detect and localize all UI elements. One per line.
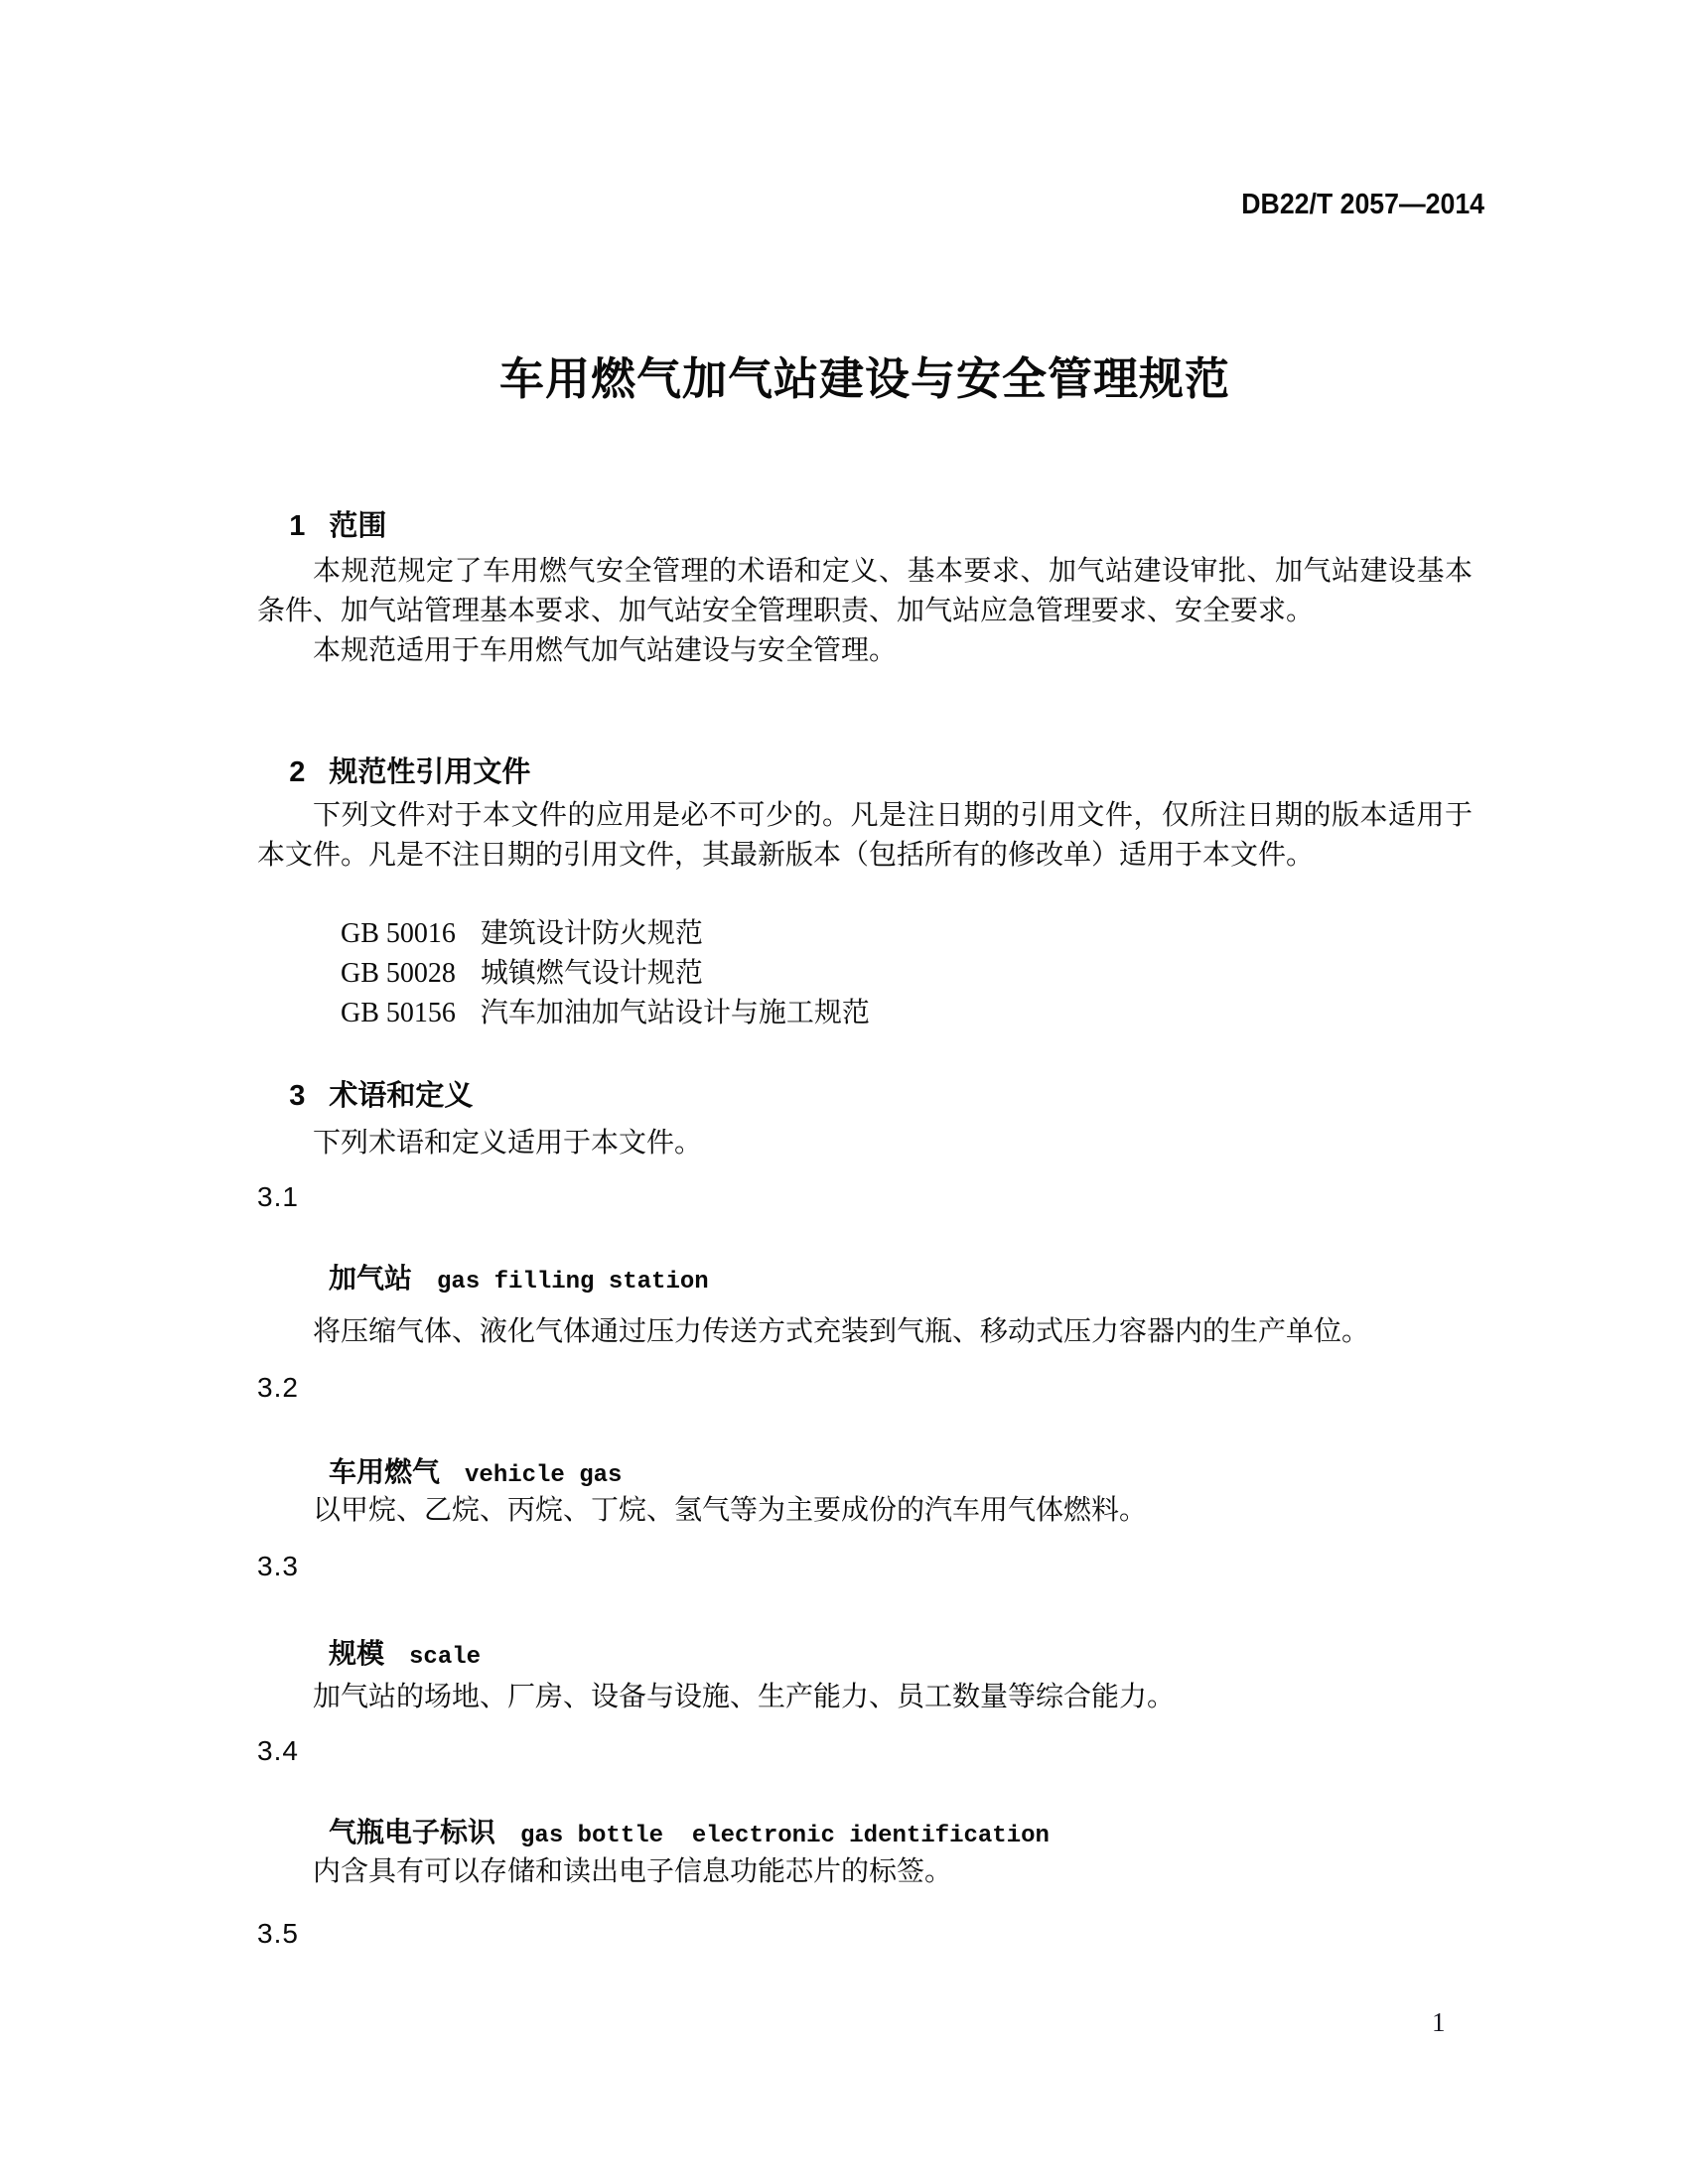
reference-name: 建筑设计防火规范 [480, 918, 703, 949]
term-name-cn: 气瓶电子标识 [329, 1817, 496, 1847]
reference-name: 汽车加油加气站设计与施工规范 [480, 998, 870, 1028]
section-3-intro: 下列术语和定义适用于本文件。 [313, 1128, 703, 1159]
document-title: 车用燃气加气站建设与安全管理规范 [498, 353, 1230, 404]
section-1-paragraph-1: 本规范规定了车用燃气安全管理的术语和定义、基本要求、加气站建设审批、加气站建设基本条件、加气站管理基本要求、加气站安全管理职责、加气站应急管理要求、安全要求。 [257, 556, 1473, 626]
standard-number: DB22/T 2057—2014 [1241, 189, 1484, 220]
reference-name: 城镇燃气设计规范 [480, 958, 703, 989]
term-number: 3.2 [257, 1372, 299, 1403]
term-name-en: scale [409, 1644, 482, 1671]
section-3-number: 3 [289, 1080, 306, 1112]
term-number: 3.3 [257, 1551, 299, 1581]
term-entry [313, 1239, 709, 1314]
term-name-en: vehicle gas [465, 1462, 623, 1489]
section-3-heading-text: 术语和定义 [329, 1080, 474, 1112]
section-2-paragraph: 下列文件对于本文件的应用是必不可少的。凡是注日期的引用文件，仅所注日期的版本适用于本文件。凡是不注日期的引用文件，其最新版本（包括所有的修改单）适用于本文件。 [257, 800, 1473, 871]
term-name-cn: 加气站 [329, 1263, 413, 1294]
section-2-number: 2 [289, 756, 306, 788]
term-number: 3.1 [257, 1181, 299, 1212]
term-name-en: gas filling station [437, 1269, 709, 1296]
reference-code: GB 50028 [341, 958, 456, 989]
term-name-en: gas bottle electronic identification [520, 1823, 1050, 1849]
section-1-number: 1 [289, 510, 306, 542]
term-name-cn: 规模 [329, 1638, 385, 1669]
reference-code: GB 50156 [341, 998, 456, 1028]
term-definition: 内含具有可以存储和读出电子信息功能芯片的标签。 [313, 1856, 953, 1887]
page-number: 1 [1432, 2007, 1446, 2037]
term-definition: 加气站的场地、厂房、设备与设施、生产能力、员工数量等综合能力。 [313, 1682, 1176, 1712]
term-definition: 将压缩气体、液化气体通过压力传送方式充装到气瓶、移动式压力容器内的生产单位。 [313, 1316, 1370, 1347]
term-definition: 以甲烷、乙烷、丙烷、丁烷、氢气等为主要成份的汽车用气体燃料。 [313, 1495, 1148, 1526]
section-1-paragraph-2: 本规范适用于车用燃气加气站建设与安全管理。 [313, 635, 898, 666]
term-name-cn: 车用燃气 [329, 1456, 441, 1487]
section-2-heading-text: 规范性引用文件 [329, 756, 531, 788]
term-number: 3.4 [257, 1735, 299, 1766]
reference-code: GB 50016 [341, 918, 456, 949]
section-1-heading-text: 范围 [329, 510, 387, 542]
term-number: 3.5 [257, 1918, 299, 1949]
